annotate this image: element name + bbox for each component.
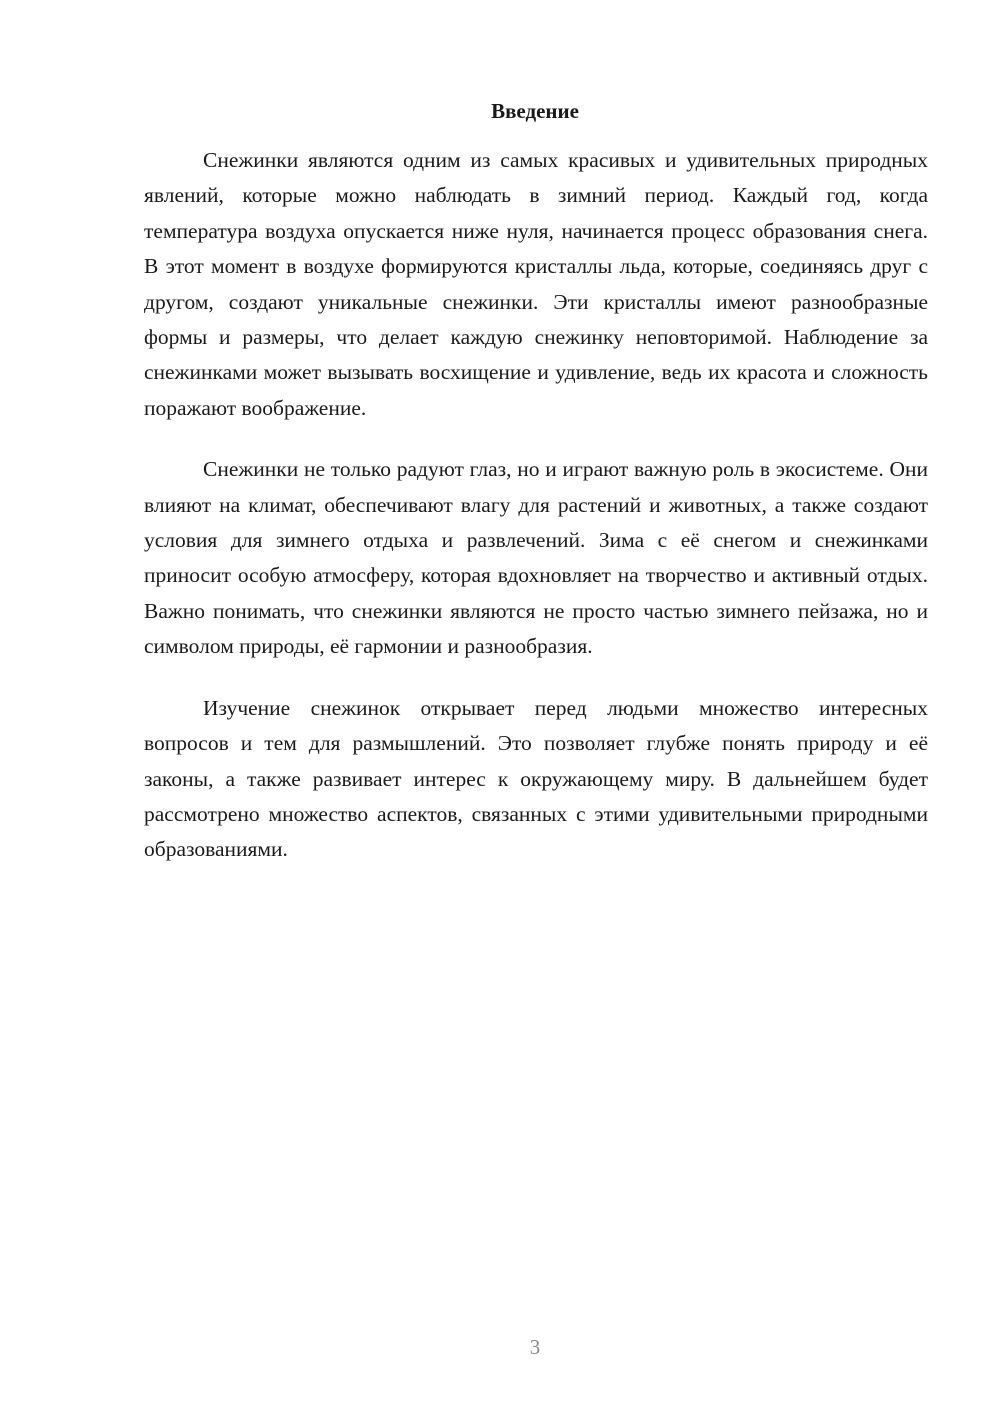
paragraph-2: Снежинки не только радуют глаз, но и играют важную роль в экосистеме. Они влияют на климат, обеспечивают влагу для растений и животных, а также создают условия для зимнего отдыха и развлечений. Зима с её снегом и снежинками приносит особую атмосферу, которая вдохновляет на творчество и активный отдых. Важно понимать, что снежинки являются не просто частью зимнего пейзажа, но и символом природы, её гармонии и разнообразия. <box>144 457 928 659</box>
section-heading: Введение <box>491 99 579 123</box>
page-number: 3 <box>529 1335 541 1359</box>
paragraph-1: Снежинки являются одним из самых красивых и удивительных природных явлений, которые можно наблюдать в зимний период. Каждый год, когда температура воздуха опускается ниже нуля, начинается процесс образования снега. В этот момент в воздухе формируются кристаллы льда, которые, соединяясь друг с другом, создают уникальные снежинки. Эти кристаллы имеют разнообразные формы и размеры, что делает каждую снежинку неповторимой. Наблюдение за снежинками может вызывать восхищение и удивление, ведь их красота и сложность поражают воображение. <box>144 148 928 420</box>
paragraph-3: Изучение снежинок открывает перед людьми множество интересных вопросов и тем для размышлений. Это позволяет глубже понять природу и её законы, а также развивает интерес к окружающему миру. В дальнейшем будет рассмотрено множество аспектов, связанных с этими удивительными природными образованиями. <box>144 695 928 862</box>
body-text <box>144 143 928 894</box>
